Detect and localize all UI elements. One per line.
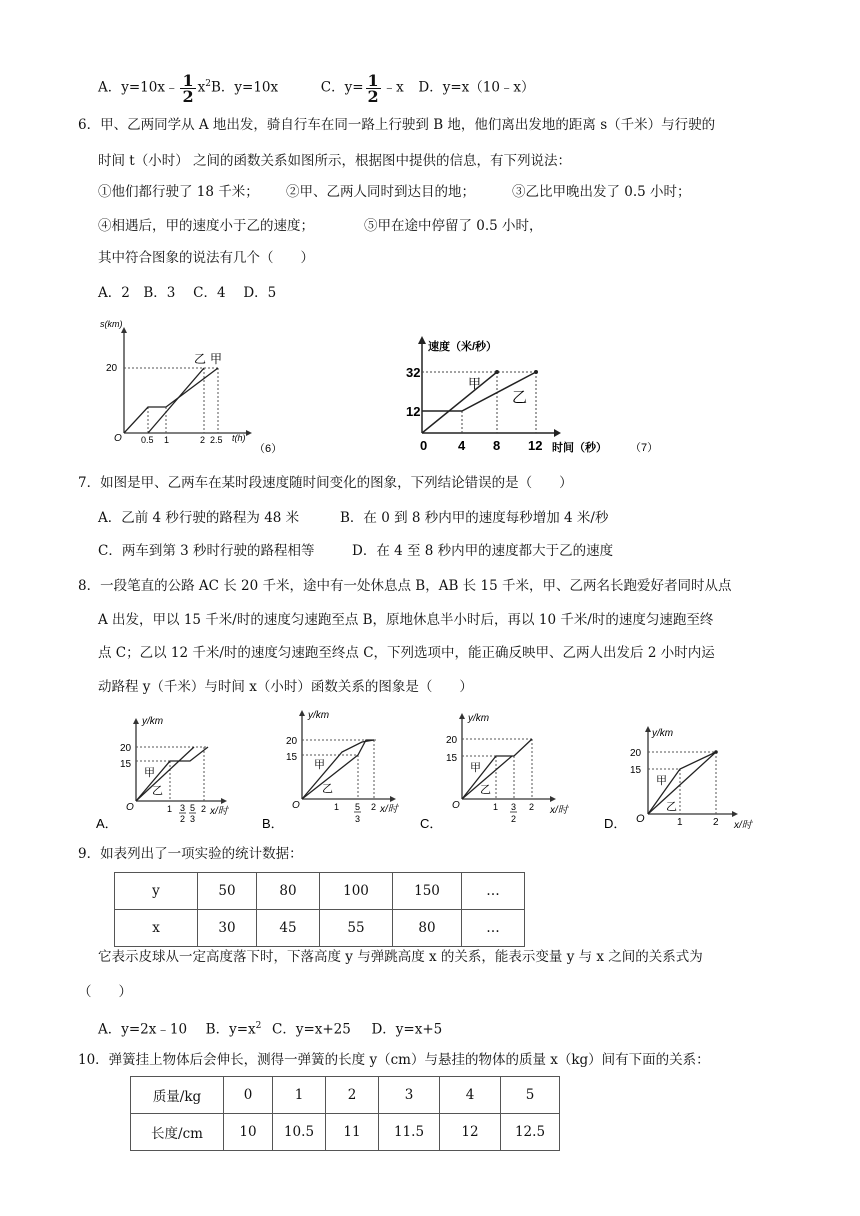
q5-option-c-numerator: 1 xyxy=(367,70,379,90)
fig7-label-yi: 乙 xyxy=(512,389,528,406)
q9-option-b-exponent: 2 xyxy=(255,1021,262,1031)
table-cell: 5 xyxy=(501,1077,560,1114)
q6-statement-5: ⑤甲在途中停留了 0.5 小时， xyxy=(364,218,543,234)
q8b-line-yi xyxy=(302,740,374,799)
q8c-label-jia: 甲 xyxy=(470,762,481,774)
q10-stem: 10．弹簧挂上物体后会伸长，测得一弹簧的长度 y（cm）与悬挂的物体的质量 x（kg）间有下面的关系： xyxy=(78,1052,710,1068)
q8c-frac-32-den: 2 xyxy=(511,814,517,824)
q8b-label-yi: 乙 xyxy=(322,783,333,795)
q8c-x-arrow xyxy=(550,796,556,802)
q7-stem: 7．如图是甲、乙两车在某时段速度随时间变化的图象，下列结论错误的是（ ） xyxy=(78,475,573,491)
fig7-y-arrow xyxy=(418,336,426,344)
fig7-y-label: 速度（米/秒） xyxy=(428,341,498,353)
q8a-x-arrow xyxy=(221,798,227,804)
q8d-label-jia: 甲 xyxy=(656,775,667,787)
q7-option-b: B．在 0 到 8 秒内甲的速度每秒增加 4 米/秒 xyxy=(340,510,609,526)
fig7-line-jia xyxy=(422,372,497,433)
fig6-caption: （6） xyxy=(254,443,283,455)
fig7-origin: 0 xyxy=(420,438,428,453)
q8-line-3: 点 C；乙以 12 千米/时的速度匀速跑至终点 C，下列选项中，能正确反映甲、乙两人出发后 2 小时内运 xyxy=(98,645,715,661)
q5-option-d: D．y=x（10﹣x） xyxy=(418,79,535,96)
table-cell: x xyxy=(115,910,198,947)
q8-graph-d xyxy=(604,718,774,838)
table-cell: 150 xyxy=(393,873,462,910)
q5-option-a-fraction xyxy=(180,70,195,106)
q8b-x-tick-2: 2 xyxy=(371,802,377,812)
q8b-y-label: y/km xyxy=(308,710,330,721)
fig7-point-yi-end xyxy=(534,370,538,374)
q8c-x-tick-2: 2 xyxy=(529,802,535,812)
figure-6-graph xyxy=(96,315,316,460)
q8d-option-label: D． xyxy=(604,816,627,831)
fig7-y-tick-12: 12 xyxy=(406,404,421,419)
q9-table xyxy=(114,872,525,947)
q9-option-a: A．y=2x﹣10 xyxy=(98,1021,188,1038)
q7-option-a: A．乙前 4 秒行驶的路程为 48 米 xyxy=(98,510,300,526)
fig7-y-tick-32: 32 xyxy=(406,365,421,380)
table-cell: 45 xyxy=(257,910,320,947)
q9-options xyxy=(98,1016,442,1040)
q8d-y-arrow xyxy=(645,726,651,732)
q9-stem: 9．如表列出了一项实验的统计数据： xyxy=(78,846,303,862)
q5-options xyxy=(98,70,535,104)
q8d-x-tick-1: 1 xyxy=(677,817,683,828)
q8b-option-label: B． xyxy=(262,816,284,831)
fig7-label-jia: 甲 xyxy=(468,376,482,391)
q8d-y-tick-15: 15 xyxy=(630,765,642,776)
table-cell: 1 xyxy=(273,1077,326,1114)
q5-option-c-denominator: 2 xyxy=(367,86,379,106)
q8b-frac-53-den: 3 xyxy=(355,814,361,824)
q6-line-2: 时间 t（小时） 之间的函数关系如图所示，根据图中提供的信息，有下列说法： xyxy=(98,153,572,169)
q8b-origin: O xyxy=(292,800,300,811)
table-cell: 55 xyxy=(320,910,393,947)
fig6-label-jia: 甲 xyxy=(210,352,223,366)
fig6-x-label: t(h) xyxy=(232,433,246,443)
table-cell: 11.5 xyxy=(379,1114,440,1151)
q8d-x-arrow xyxy=(732,811,738,817)
q8-line-1: 8．一段笔直的公路 AC 长 20 千米，途中有一处休息点 B，AB 长 15 千米，甲、乙两名长跑爱好者同时从点 xyxy=(78,578,732,594)
table-cell: 50 xyxy=(198,873,257,910)
q5-option-c-fraction xyxy=(366,70,381,106)
fig6-x-arrow xyxy=(246,430,252,436)
q8-graph-b xyxy=(262,702,422,836)
q8d-x-tick-2: 2 xyxy=(713,817,719,828)
q8c-option-label: C． xyxy=(420,816,443,831)
fig7-caption: （7） xyxy=(630,442,659,454)
fig7-x-tick-12: 12 xyxy=(528,438,543,453)
table-cell: 12.5 xyxy=(501,1114,560,1151)
q8d-x-label: x/时 xyxy=(734,820,752,831)
q6-options: A．2 B．3 C．4 D．5 xyxy=(98,285,277,301)
fig6-y-label: s(km) xyxy=(100,319,123,329)
q7-option-c: C．两车到第 3 秒时行驶的路程相等 xyxy=(98,543,315,559)
table-cell: 质量/kg xyxy=(131,1077,224,1114)
q8a-label-yi: 乙 xyxy=(152,785,163,797)
q8-line-2: A 出发，甲以 15 千米/时的速度匀速跑至点 B，原地休息半小时后，再以 10 千米/时的速度匀速跑至终 xyxy=(98,612,714,628)
table-cell: 11 xyxy=(326,1114,379,1151)
q6-statement-4: ④相遇后，甲的速度小于乙的速度； xyxy=(98,218,314,234)
table-row xyxy=(131,1077,560,1114)
table-cell: 2 xyxy=(326,1077,379,1114)
figure-7-graph xyxy=(404,330,674,460)
q8b-y-tick-15: 15 xyxy=(286,752,298,763)
q8c-label-yi: 乙 xyxy=(480,784,491,796)
q8b-x-tick-1: 1 xyxy=(334,802,340,812)
q8a-x-tick-1: 1 xyxy=(167,804,173,814)
table-cell: 80 xyxy=(257,873,320,910)
fig6-line-yi xyxy=(148,368,204,433)
table-cell: 3 xyxy=(379,1077,440,1114)
q8d-y-label: y/km xyxy=(652,728,674,739)
q8a-frac-53-num: 5 xyxy=(190,803,196,813)
fig6-x-tick-2: 2 xyxy=(200,435,206,445)
q8c-x-label: x/时 xyxy=(550,805,568,816)
q8c-origin: O xyxy=(452,800,460,811)
q8a-y-tick-15: 15 xyxy=(120,759,132,770)
fig6-x-tick-1: 1 xyxy=(164,435,170,445)
q8c-y-tick-20: 20 xyxy=(446,735,458,746)
q9-paren: （ ） xyxy=(78,984,132,1000)
table-cell: 10 xyxy=(224,1114,273,1151)
table-cell: 30 xyxy=(198,910,257,947)
q5-option-c-prefix: C．y= xyxy=(320,79,364,96)
q6-statement-2: ②甲、乙两人同时到达目的地； xyxy=(286,184,475,200)
table-cell: 4 xyxy=(440,1077,501,1114)
q6-statement-1: ①他们都行驶了 18 千米； xyxy=(98,184,259,200)
fig7-x-tick-8: 8 xyxy=(493,438,501,453)
table-cell: 12 xyxy=(440,1114,501,1151)
table-cell: 100 xyxy=(320,873,393,910)
q9-option-c: C．y=x+25 xyxy=(271,1021,351,1038)
fig6-x-tick-25: 2.5 xyxy=(210,435,223,445)
fig6-label-yi: 乙 xyxy=(194,352,207,366)
table-cell: 长度/cm xyxy=(131,1114,224,1151)
q6-line-1: 6．甲、乙两同学从 A 地出发，骑自行车在同一路上行驶到 B 地，他们离出发地的距离 s（千米）与行驶的 xyxy=(78,117,716,133)
q9-option-b-prefix: B．y=x xyxy=(205,1021,256,1038)
table-cell: y xyxy=(115,873,198,910)
q8d-label-yi: 乙 xyxy=(666,801,677,813)
table-row xyxy=(115,910,525,947)
q8a-frac-32-den: 2 xyxy=(180,814,186,824)
q8a-y-label: y/km xyxy=(142,716,164,727)
q9-description: 它表示皮球从一定高度落下时，下落高度 y 与弹跳高度 x 的关系，能表示变量 y 与 x 之间的关系式为 xyxy=(98,949,703,965)
table-cell: … xyxy=(462,910,525,947)
table-cell: 0 xyxy=(224,1077,273,1114)
q8d-y-tick-20: 20 xyxy=(630,748,642,759)
q10-table xyxy=(130,1076,560,1151)
q8b-y-arrow xyxy=(299,710,305,716)
q8-line-4: 动路程 y（千米）与时间 x（小时）函数关系的图象是（ ） xyxy=(98,679,473,695)
q8c-y-label: y/km xyxy=(468,713,490,724)
q7-option-d: D．在 4 至 8 秒内甲的速度都大于乙的速度 xyxy=(352,543,614,559)
fig6-y-tick-20: 20 xyxy=(106,363,118,374)
q8c-y-arrow xyxy=(459,713,465,719)
q8-graph-a xyxy=(96,710,256,838)
fig6-x-tick-05: 0.5 xyxy=(141,435,154,445)
q8b-x-arrow xyxy=(390,796,396,802)
q5-option-a-exponent: 2 xyxy=(205,79,211,89)
q5-option-b: B．y=10x xyxy=(210,79,279,96)
table-cell: 80 xyxy=(393,910,462,947)
q8a-origin: O xyxy=(126,802,134,813)
q8-graph-c xyxy=(420,705,595,838)
q9-option-d: D．y=x+5 xyxy=(371,1021,443,1038)
q5-option-a-numerator: 1 xyxy=(182,70,194,90)
q8a-y-tick-20: 20 xyxy=(120,743,132,754)
q8b-frac-53-num: 5 xyxy=(355,802,361,812)
fig6-origin: O xyxy=(114,433,122,444)
q8a-x-label: x/时 xyxy=(210,806,228,817)
q5-option-c-suffix: ﹣x xyxy=(382,79,404,96)
q8a-option-label: A． xyxy=(96,816,118,831)
q8c-y-tick-15: 15 xyxy=(446,753,458,764)
table-row xyxy=(131,1114,560,1151)
table-cell: 10.5 xyxy=(273,1114,326,1151)
q8b-y-tick-20: 20 xyxy=(286,736,298,747)
q8b-label-jia: 甲 xyxy=(314,759,325,771)
table-cell: … xyxy=(462,873,525,910)
q8a-frac-32-num: 3 xyxy=(180,803,186,813)
q8d-origin: O xyxy=(636,813,645,825)
q5-option-a-suffix: x xyxy=(197,79,206,96)
fig7-point-jia-end xyxy=(495,370,499,374)
fig7-x-label: 时间（秒） xyxy=(552,442,607,454)
q8a-frac-53-den: 3 xyxy=(190,814,196,824)
fig7-x-tick-4: 4 xyxy=(458,438,466,453)
fig7-x-arrow xyxy=(554,429,561,437)
q5-option-a-denominator: 2 xyxy=(182,86,194,106)
q8c-x-tick-1: 1 xyxy=(493,802,499,812)
q8b-x-label: x/时 xyxy=(380,804,398,815)
q8a-label-jia: 甲 xyxy=(144,767,155,779)
q6-question: 其中符合图象的说法有几个（ ） xyxy=(98,250,314,266)
q8a-x-tick-2: 2 xyxy=(201,804,207,814)
table-row xyxy=(115,873,525,910)
q8c-frac-32-num: 3 xyxy=(511,802,517,812)
q8d-point-end xyxy=(714,750,718,754)
q6-statement-3: ③乙比甲晚出发了 0.5 小时； xyxy=(512,184,691,200)
q8a-y-arrow xyxy=(133,718,139,724)
q5-option-a-prefix: A．y=10x﹣ xyxy=(98,79,179,96)
